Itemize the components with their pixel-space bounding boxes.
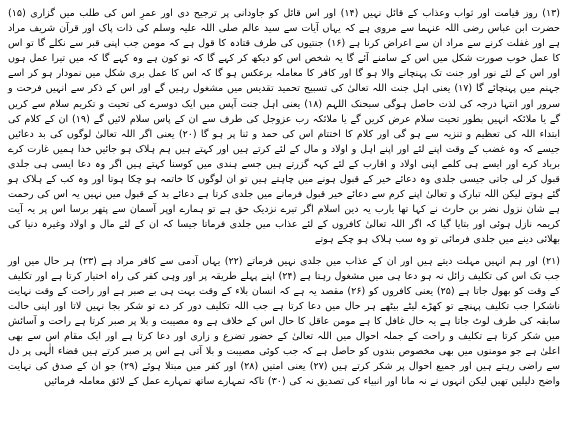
footnote-paragraph-13-20: (۱۳) روز قیامت اور ثواب وعذاب کے قائل نہیں (۱۴) اور اس قائل کو جاودانی پر ترجیح دی اور عمرِ اس کی طلب میں گزاری (۱۵) حضرت ابن عباس رضی اللہ عنہما سے مروی ہے کہ یہاں آیات سے سید عالم صلی اللہ علیہ وسلم کی ذات پاک اور قرآن شریف مراد ہے اور غفلت کرنے سے مراد ان سے اعراض کرنا ہے (۱۶) جنتیوں کی طرف قتادہ کا قول ہے کہ مومن جب اپنی قبر سے نکلے گا تو اس کا عمل خوب صورت شکل میں اس کے سامنے آئے گا یہ شخص اس کو دیکھ کر کہے گا کہ تو کون ہے وہ کہے گا کہ میں تیرا عمل ہوں اور اس کے لئے نور اور جنت تک پہنچانے والا ہو گا اور کافر کا معاملہ برعکس ہو گا کہ اس کا عمل بری شکل میں نمودار ہو کر اسے جہنم میں پہنچائے گا (۱۷) یعنی اہل جنت اللہ تعالیٰ کی تسبیح تحمید تقدیس میں مشغول رہیں گے اور اس کے ذکر سے انہیں فرحت و سرور اور انتہا درجہ کی لذت حاصل ہوگی سبحنک اللہم (۱۸) یعنی اہل جنت آپس میں ایک دوسرے کی تحیت و تکریم سلام سے کریں گے یا ملائکہ انہیں بطور تحیت سلام عرض کریں گے یا ملائکہ رب عزوجل کی طرف سے ان کے پاس سلام لائیں گے (۱۹) ان کے کلام کی ابتداء اللہ کی تعظیم و تنزیہ سے ہو گی اور کلام کا اختتام اس کی حمد و ثنا پر ہو گا (۲۰) یعنی اگر اللہ تعالیٰ لوگوں کی بد دعائیں جیسے کہ وہ غضب کے وقت اپنے لئے اور اپنے اہل و اولاد و مال کے لئے کرتے ہیں اور کہتے ہیں ہم ہلاک ہو جائیں خدا ہمیں غارت کرے برباد کرے اور ایسے ہی کلمے اپنی اولاد و اقارب کے لئے کہہ گزرتے ہیں جسے ہندی میں کوسنا کہتے ہیں اگر وہ دعا ایسی ہی جلدی قبول کر لی جاتی جیسی جلدی وہ دعائے خیر کے قبول ہونے میں چاہتے ہیں تو ان لوگوں کا خاتمہ ہو چکا ہوتا اور وہ کب کے ہلاک ہو گئے ہوتے لیکن اللہ تبارک و تعالیٰ اپنے کرم سے دعائے خیر قبول فرمانے میں جلدی کرتا ہے دعائے بد کے قبول میں نہیں یہ اس کی رحمت ہے شان نزول نضر بن حارث نے کہا تھا یارب یہ دین اسلام اگر تیرے نزدیک حق ہے تو ہمارے اوپر آسمان سے پتھر برسا اس پر یہ آیت کریمہ نازل ہوئی اور بتایا گیا کہ اگر اللہ تعالیٰ کافروں کے لئے عذاب میں جلدی فرماتا جیسا کہ ان کے لئے مال و اولاد وغیرہ دنیا کی بھلائی دینے میں جلدی فرمائی تو وہ سب ہلاک ہو چکے ہوتے: [8, 8, 561, 246]
footnote-paragraph-21-30: (۲۱) اور ہم انہیں مہلت دیتے ہیں اور ان کے عذاب میں جلدی نہیں فرماتے (۲۲) یہاں آدمی سے کافر مراد ہے (۲۳) ہر حال میں اور جب تک اس کی تکلیف زائل نہ ہو دعا ہی میں مشغول رہتا ہے (۲۴) اپنے پہلے طریقہ پر اور وہی کفر کی راہ اختیار کرتا ہے اور تکلیف کے وقت کو بھول جاتا ہے (۲۵) یعنی کافروں کو (۲۶) مقصد یہ ہے کہ انسان بلاء کے وقت بہت ہی بے صبر ہے اور راحت کے وقت نہایت ناشکرا جب تکلیف پہنچے تو کھڑے لیٹے بیٹھے ہر حال میں دعا کرتا ہے جب اللہ تکلیف دور کر دے تو شکر بجا نہیں لاتا اور اپنی حالت سابقہ کی طرف لوٹ جاتا ہے یہ حال غافل کا ہے مومن عاقل کا حال اس کے خلاف ہے وہ مصیبت و بلا پر صبر کرتا ہے راحت و آسائش میں شکر کرتا ہے تکلیف و راحت کے جملہ احوال میں اللہ تعالیٰ کے حضور تضرع و زاری اور دعا کرتا ہے اور ایک مقام اس سے بھی اعلیٰ ہے جو مومنوں میں بھی مخصوص بندوں کو حاصل ہے کہ جب کوئی مصیبت و بلا آتی ہے اس پر صبر کرتے ہیں قضاء الٰہی پر دل سے راضی رہتے ہیں اور جمیع احوال پر شکر کرتے ہیں (۲۷) یعنی امتیں (۲۸) اور کفر میں مبتلا ہوئے (۲۹) جو ان کے صدق کی نہایت واضح دلیلیں تھیں لیکن انہوں نے نہ مانا اور انبیاء کی تصدیق نہ کی (۳۰) تاکہ تمہارے ساتھ تمہارے عمل کے لائق معاملہ فرمائیں: [8, 255, 560, 388]
